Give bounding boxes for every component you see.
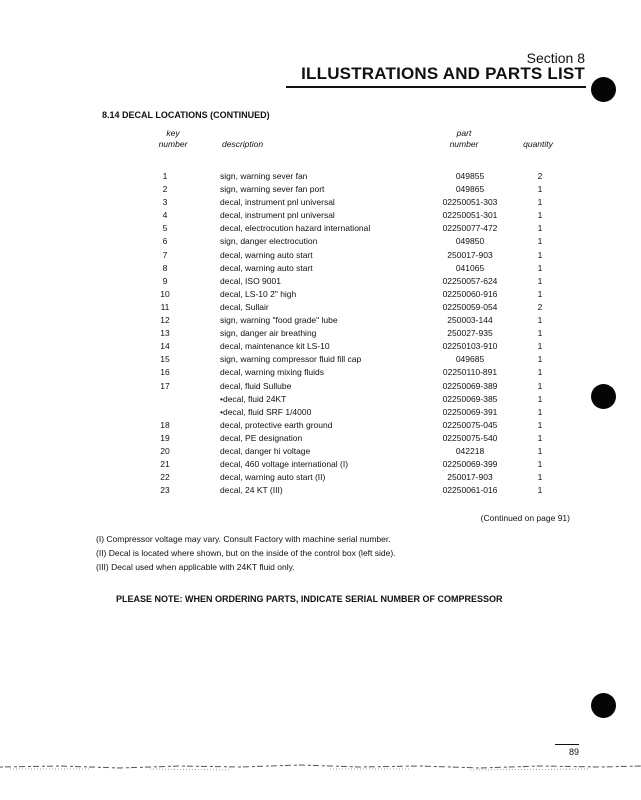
quantity-cell: 1 (537, 262, 543, 273)
table-row (145, 471, 565, 484)
section-label: Section 8 (526, 50, 585, 66)
description-cell: decal, danger hi voltage (220, 445, 311, 456)
key-number-cell: 4 (162, 210, 168, 221)
part-number-cell: 02250069-391 (442, 406, 498, 417)
description-cell: decal, 460 voltage international (I) (220, 459, 349, 470)
part-number-cell: 250017-903 (447, 472, 493, 483)
table-row (145, 484, 565, 497)
table-row (145, 183, 565, 196)
description-cell: decal, PE designation (220, 432, 303, 443)
quantity-cell: 1 (537, 419, 543, 430)
part-number-cell: 02250069-399 (442, 459, 498, 470)
continued-note: (Continued on page 91) (480, 513, 570, 523)
table-row (145, 262, 565, 275)
key-number-cell: 21 (160, 459, 170, 470)
binder-hole-top (591, 77, 616, 102)
quantity-cell: 1 (537, 472, 543, 483)
description-cell: decal, warning auto start (220, 249, 313, 260)
part-number-cell: 02250075-045 (442, 419, 498, 430)
key-number-cell: 9 (162, 275, 168, 286)
quantity-cell: 1 (537, 367, 543, 378)
description-cell: decal, warning mixing fluids (220, 367, 324, 378)
key-number-cell: 16 (160, 367, 170, 378)
part-number-cell: 049850 (455, 236, 485, 247)
parts-table-body (145, 170, 565, 497)
part-number-cell: 02250057-624 (442, 275, 498, 286)
quantity-cell: 1 (537, 223, 543, 234)
page-number: 89 (568, 747, 579, 757)
description-cell: sign, danger air breathing (220, 328, 317, 339)
key-number-cell: 15 (160, 354, 170, 365)
quantity-cell: 1 (537, 328, 543, 339)
quantity-cell: 1 (537, 445, 543, 456)
description-cell: decal, LS-10 2" high (220, 288, 297, 299)
description-cell: decal, instrument pnl universal (220, 210, 335, 221)
quantity-cell: 1 (537, 341, 543, 352)
description-cell: sign, warning sever fan port (220, 184, 325, 195)
key-number-cell: 20 (160, 445, 170, 456)
description-cell: •decal, fluid SRF 1/4000 (220, 406, 312, 417)
part-number-cell: 250003-144 (447, 315, 493, 326)
part-number-cell: 049685 (455, 354, 485, 365)
binder-hole-bottom (591, 693, 616, 718)
part-number-cell: 250017-903 (447, 249, 493, 260)
table-row (145, 340, 565, 353)
description-cell: sign, danger electrocution (220, 236, 318, 247)
part-number-cell: 02250103-910 (442, 341, 498, 352)
description-cell: •decal, fluid 24KT (220, 393, 287, 404)
table-row (145, 275, 565, 288)
description-cell: decal, ISO 9001 (220, 275, 281, 286)
key-number-cell (145, 406, 185, 419)
quantity-cell: 1 (537, 380, 543, 391)
quantity-cell: 1 (537, 210, 543, 221)
column-header-quantity: quantity (523, 139, 553, 149)
quantity-cell: 1 (537, 432, 543, 443)
key-number-cell: 17 (160, 380, 170, 391)
column-header-key-number (150, 128, 196, 150)
key-number-cell: 2 (162, 184, 168, 195)
part-number-cell: 02250051-301 (442, 210, 498, 221)
description-cell: decal, instrument pnl universal (220, 197, 335, 208)
quantity-cell: 1 (537, 249, 543, 260)
table-row (145, 458, 565, 471)
table-row (145, 209, 565, 222)
part-number-cell: 049855 (455, 171, 485, 181)
table-row (145, 327, 565, 340)
part-number-cell: 02250069-385 (442, 393, 498, 404)
column-header-part-line1: part (456, 128, 472, 138)
description-cell: decal, warning auto start (II) (220, 472, 326, 483)
quantity-cell: 1 (537, 459, 543, 470)
table-row (145, 353, 565, 366)
quantity-cell: 1 (537, 406, 543, 417)
description-cell: decal, electrocution hazard international (220, 223, 371, 234)
description-cell: sign, warning "food grade" lube (220, 315, 338, 326)
part-number-cell: 02250059-054 (442, 301, 498, 312)
part-number-cell: 02250110-891 (442, 367, 498, 378)
part-number-cell: 041065 (455, 262, 485, 273)
table-row (145, 406, 565, 419)
quantity-cell: 1 (537, 184, 543, 195)
description-cell: sign, warning compressor fluid fill cap (220, 354, 362, 365)
description-cell: decal, warning auto start (220, 262, 313, 273)
key-number-cell: 1 (162, 171, 168, 181)
part-number-cell: 02250077-472 (442, 223, 498, 234)
page-title: ILLUSTRATIONS AND PARTS LIST (301, 64, 585, 83)
key-number-cell: 10 (160, 288, 170, 299)
part-number-cell: 02250051-303 (442, 197, 498, 208)
part-number-cell: 02250060-916 (442, 288, 498, 299)
part-number-cell: 049865 (455, 184, 485, 195)
quantity-cell: 1 (537, 236, 543, 247)
key-number-cell: 23 (160, 485, 170, 496)
title-rule (286, 86, 586, 88)
quantity-cell: 1 (537, 393, 543, 404)
key-number-cell: 8 (162, 262, 168, 273)
key-number-cell: 11 (160, 301, 170, 312)
quantity-cell: 1 (537, 288, 543, 299)
footnote-3: (III) Decal used when applicable with 24KT fluid only. (96, 562, 295, 572)
quantity-cell: 2 (537, 301, 543, 312)
key-number-cell: 3 (162, 197, 168, 208)
part-number-cell: 02250075-540 (442, 432, 498, 443)
part-number-cell: 250027-935 (447, 328, 493, 339)
part-number-cell: 02250061-016 (442, 485, 498, 496)
table-row (145, 366, 565, 379)
key-number-cell: 6 (162, 236, 168, 247)
footnote-2: (II) Decal is located where shown, but on the inside of the control box (left side). (96, 548, 396, 558)
column-header-part-line2: number (449, 139, 479, 149)
table-row (145, 301, 565, 314)
table-row (145, 288, 565, 301)
table-row (145, 170, 565, 183)
quantity-cell: 1 (537, 275, 543, 286)
key-number-cell: 22 (160, 472, 170, 483)
subsection-heading: 8.14 DECAL LOCATIONS (CONTINUED) (102, 110, 270, 120)
page-number-rule (555, 744, 579, 745)
quantity-cell: 1 (537, 354, 543, 365)
key-number-cell: 14 (160, 341, 170, 352)
part-number-cell: 042218 (455, 445, 485, 456)
column-header-key-line2: number (158, 139, 188, 149)
table-row (145, 196, 565, 209)
table-row (145, 235, 565, 248)
table-row (145, 393, 565, 406)
description-cell: decal, maintenance kit LS-10 (220, 341, 330, 352)
parts-table (145, 170, 565, 497)
column-header-key-line1: key (166, 128, 180, 138)
key-number-cell: 12 (160, 315, 170, 326)
column-header-description: description (222, 139, 264, 149)
description-cell: decal, Sullair (220, 301, 269, 312)
description-cell: decal, 24 KT (III) (220, 485, 283, 496)
quantity-cell: 1 (537, 315, 543, 326)
table-row (145, 249, 565, 262)
footnote-1: (I) Compressor voltage may vary. Consult Factory with machine serial number. (96, 534, 391, 544)
table-row (145, 445, 565, 458)
description-cell: sign, warning sever fan (220, 171, 308, 181)
key-number-cell (145, 393, 185, 406)
binder-hole-middle (591, 384, 616, 409)
column-header-part-number (434, 128, 494, 150)
key-number-cell: 19 (160, 432, 170, 443)
scan-edge-artifact (0, 760, 641, 772)
key-number-cell: 13 (160, 328, 170, 339)
table-row (145, 432, 565, 445)
table-row (145, 380, 565, 393)
please-note: PLEASE NOTE: WHEN ORDERING PARTS, INDICATE SERIAL NUMBER OF COMPRESSOR (116, 594, 503, 604)
table-row (145, 419, 565, 432)
quantity-cell: 2 (537, 171, 543, 181)
table-row (145, 222, 565, 235)
key-number-cell: 18 (160, 419, 170, 430)
table-row (145, 314, 565, 327)
description-cell: decal, fluid Sullube (220, 380, 292, 391)
quantity-cell: 1 (537, 485, 543, 496)
quantity-cell: 1 (537, 197, 543, 208)
key-number-cell: 7 (162, 249, 168, 260)
key-number-cell: 5 (162, 223, 168, 234)
description-cell: decal, protective earth ground (220, 419, 333, 430)
part-number-cell: 02250069-389 (442, 380, 498, 391)
